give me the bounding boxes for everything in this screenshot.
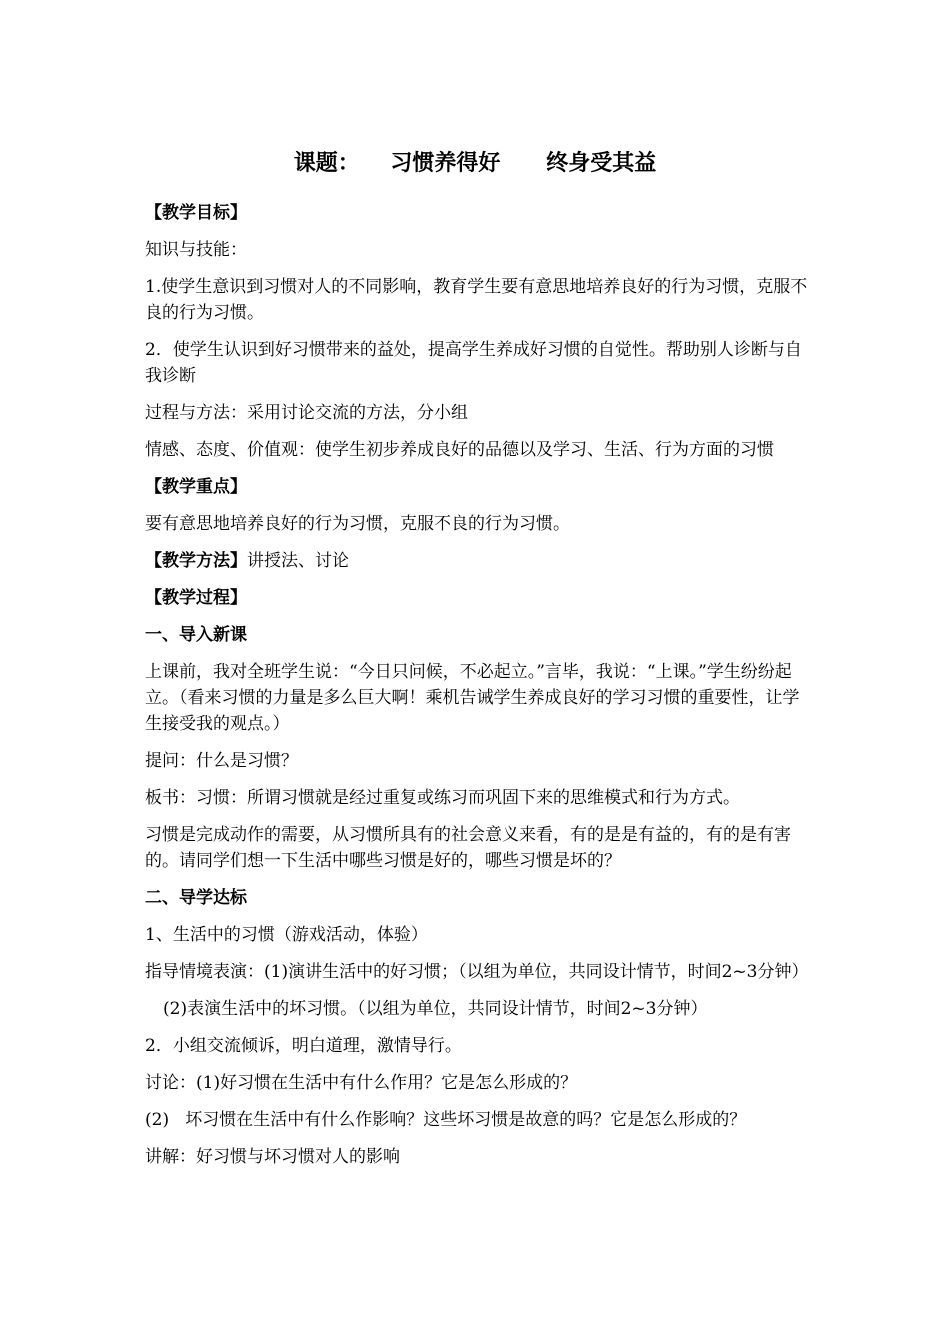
heading-teaching-method: 【教学方法】 [145,551,247,571]
paragraph-board: 板书：习惯：所谓习惯就是经过重复或练习而巩固下来的思维模式和行为方式。 [145,788,740,808]
paragraph-discussion-2: (2) 坏习惯在生活中有什么作影响？这些坏习惯是故意的吗？它是怎么形成的？ [145,1110,747,1130]
paragraph-intro: 上课前，我对全班学生说：“今日只问候，不必起立。”言毕，我说：“上课。”学生纷纷起立。（看来习惯的力量是多么巨大啊！乘机告诫学生养成良好的学习习惯的重要性，让学生接受我的观点。） [145,662,800,734]
paragraph-teaching-method [145,548,810,574]
paragraph-explanation: 讲解：好习惯与坏习惯对人的影响 [145,1147,400,1167]
paragraph-emotion-values: 情感、态度、价值观：使学生初步养成良好的品德以及学习、生活、行为方面的习惯 [145,440,774,460]
paragraph-question: 提问：什么是习惯？ [145,751,298,771]
document-body [145,200,810,1181]
document-title: 课题： 习惯养得好 终身受其益 [293,151,657,176]
heading-teaching-procedure: 【教学过程】 [145,588,247,608]
paragraph-guide-performance: 指导情境表演：(1)演讲生活中的好习惯；（以组为单位，共同设计情节，时间2~3分钟） [145,962,809,982]
heading-teaching-goal: 【教学目标】 [145,203,247,223]
paragraph-life-habits: 1、生活中的习惯（游戏活动，体验） [145,925,428,945]
paragraph-knowledge-skills: 知识与技能： [145,240,247,260]
paragraph-teaching-key: 要有意思地培养良好的行为习惯，克服不良的行为习惯。 [145,514,570,534]
heading-section-1: 一、导入新课 [145,625,247,645]
paragraph-habit: 习惯是完成动作的需要，从习惯所具有的社会意义来看，有的是是有益的，有的是有害的。请同学们想一下生活中哪些习惯是好的，哪些习惯是坏的？ [145,825,791,871]
paragraph-guide-performance-2: (2)表演生活中的坏习惯。（以组为单位，共同设计情节，时间2~3分钟） [163,999,708,1019]
teaching-method-value: 讲授法、讨论 [247,551,349,571]
paragraph-process-method: 过程与方法：采用讨论交流的方法，分小组 [145,403,468,423]
paragraph-goal-2: 2．使学生认识到好习惯带来的益处，提高学生养成好习惯的自觉性。帮助别人诊断与自我诊断 [145,340,802,386]
paragraph-group-exchange: 2．小组交流倾诉，明白道理，激情导行。 [145,1036,462,1056]
heading-teaching-key: 【教学重点】 [145,477,247,497]
paragraph-discussion-1: 讨论：(1)好习惯在生活中有什么作用？它是怎么形成的？ [145,1073,578,1093]
paragraph-goal-1: 1.使学生意识到习惯对人的不同影响，教育学生要有意思地培养良好的行为习惯，克服不良的行为习惯。 [145,277,808,323]
heading-section-2: 二、导学达标 [145,888,247,908]
